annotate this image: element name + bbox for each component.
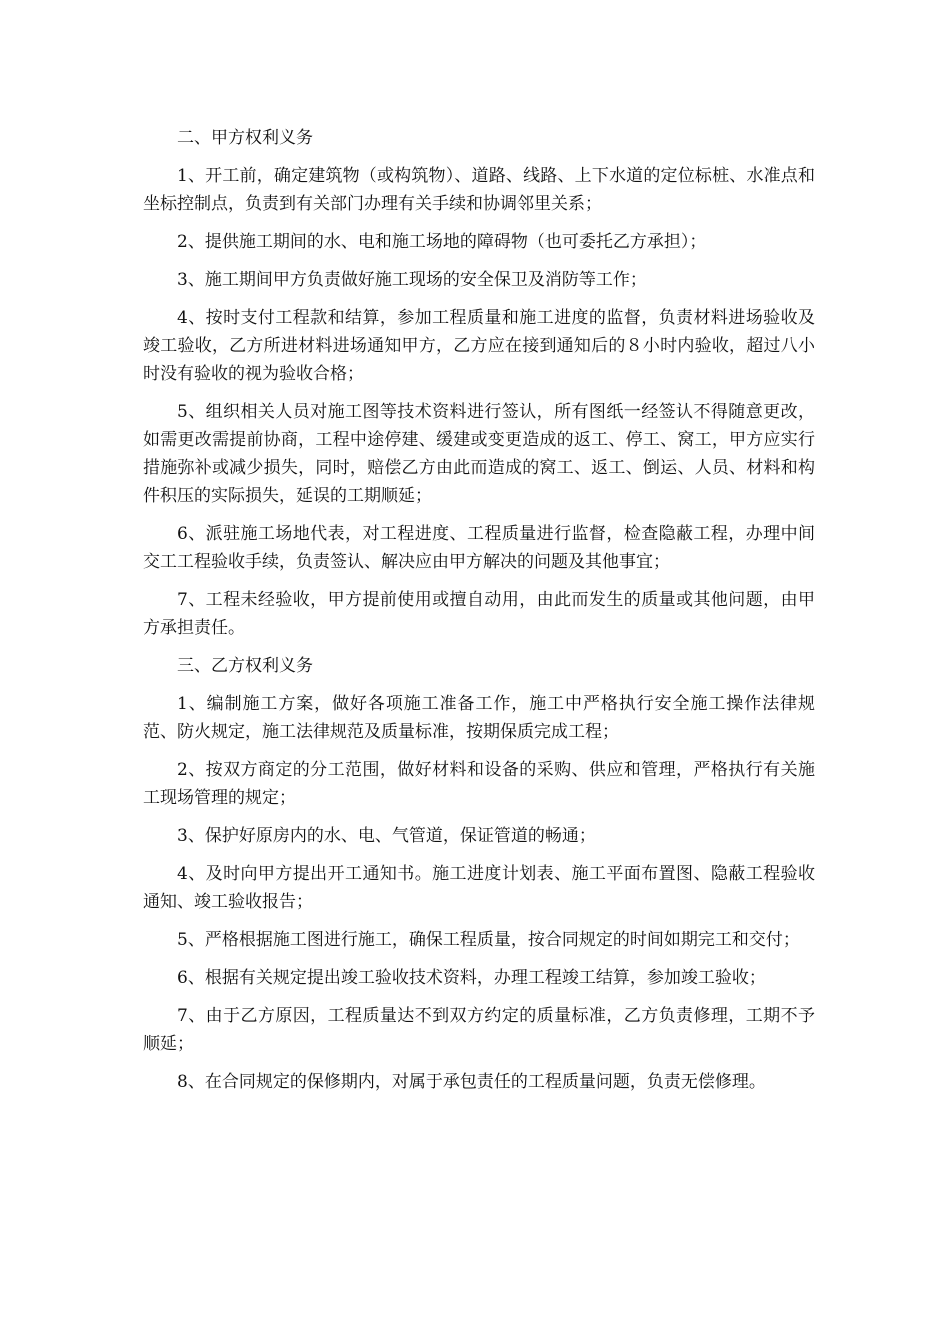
party-a-clause-4: 4、按时支付工程款和结算，参加工程质量和施工进度的监督，负责材料进场验收及竣工验收，乙方所进材料进场通知甲方，乙方应在接到通知后的８小时内验收，超过八小时没有验收的视为验收合格； — [143, 308, 815, 384]
party-a-clause-7: 7、工程未经验收，甲方提前使用或擅自动用，由此而发生的质量或其他问题，由甲方承担责任。 — [143, 590, 815, 638]
party-b-clause-8: 8、在合同规定的保修期内，对属于承包责任的工程质量问题，负责无偿修理。 — [177, 1072, 766, 1092]
document-body — [143, 124, 815, 1096]
party-b-clause-2: 2、按双方商定的分工范围，做好材料和设备的采购、供应和管理，严格执行有关施工现场管理的规定； — [143, 760, 815, 808]
party-b-clause-5: 5、严格根据施工图进行施工，确保工程质量，按合同规定的时间如期完工和交付； — [177, 930, 800, 950]
section-heading-party-a: 二、甲方权利义务 — [177, 128, 313, 148]
party-b-clause-1: 1、编制施工方案，做好各项施工准备工作，施工中严格执行安全施工操作法律规范、防火规定，施工法律规范及质量标准，按期保质完成工程； — [143, 694, 815, 742]
party-b-clause-3: 3、保护好原房内的水、电、气管道，保证管道的畅通； — [177, 826, 596, 846]
party-b-clause-4: 4、及时向甲方提出开工通知书。施工进度计划表、施工平面布置图、隐蔽工程验收通知、竣工验收报告； — [143, 864, 815, 912]
party-a-clause-5: 5、组织相关人员对施工图等技术资料进行签认，所有图纸一经签认不得随意更改，如需更改需提前协商，工程中途停建、缓建或变更造成的返工、停工、窝工，甲方应实行措施弥补或减少损失，同时，赔偿乙方由此而造成的窝工、返工、倒运、人员、材料和构件积压的实际损失，延误的工期顺延； — [143, 402, 815, 506]
party-b-clause-7: 7、由于乙方原因，工程质量达不到双方约定的质量标准，乙方负责修理，工期不予顺延； — [143, 1006, 815, 1054]
party-a-clause-2: 2、提供施工期间的水、电和施工场地的障碍物（也可委托乙方承担）； — [177, 232, 707, 252]
party-b-clause-6: 6、根据有关规定提出竣工验收技术资料，办理工程竣工结算，参加竣工验收； — [177, 968, 766, 988]
section-heading-party-b: 三、乙方权利义务 — [177, 656, 313, 676]
party-a-clause-6: 6、派驻施工场地代表，对工程进度、工程质量进行监督，检查隐蔽工程，办理中间交工工程验收手续，负责签认、解决应由甲方解决的问题及其他事宜； — [143, 524, 815, 572]
party-a-clause-3: 3、施工期间甲方负责做好施工现场的安全保卫及消防等工作； — [177, 270, 647, 290]
party-a-clause-1: 1、开工前，确定建筑物（或构筑物）、道路、线路、上下水道的定位标桩、水准点和坐标控制点，负责到有关部门办理有关手续和协调邻里关系； — [143, 166, 815, 214]
